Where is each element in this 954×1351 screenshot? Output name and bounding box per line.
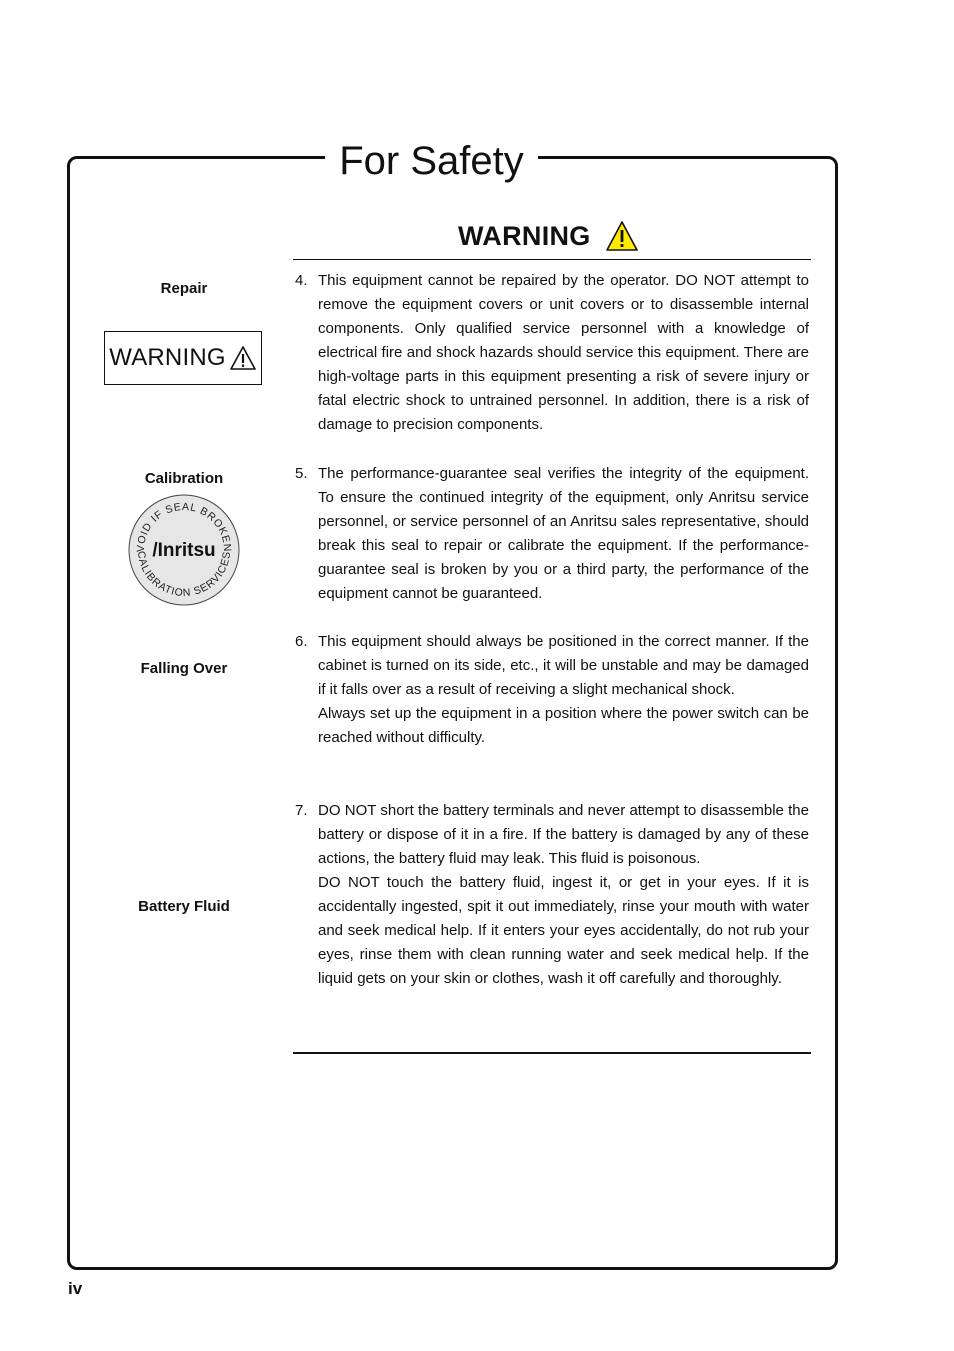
calibration-label: Calibration [144,470,224,487]
seal-bottom-text: CALIBRATION SERVICES [134,550,234,600]
seal-logo-text: /Inritsu [152,540,216,561]
item-paragraph: DO NOT touch the battery fluid, ingest it, or get in your eyes. If it is accidentally ingested, spit it out immediately, rinse your mouth with water and seek medical help. If it enters your eyes accidentally, do not rub your eyes, rinse them with clean running water and seek medical help. If the liquid gets on your skin or clothes, wash it off carefully and thoroughly. [318,874,809,987]
list-item [293,630,809,750]
battery-fluid-label: Battery Fluid [138,898,230,915]
calibration-seal-icon [127,493,241,607]
page-number: iv [68,1279,83,1298]
falling-over-label: Falling Over [140,660,228,677]
item-paragraph: The performance-guarantee seal verifies the integrity of the equipment. To ensure the continued integrity of the equipment, only Anritsu service personnel, or service personnel of an Anritsu sales representative, should break this seal to repair or calibrate the equipment. If the performance-guarantee seal is broken by you or a third party, the performance of the equipment cannot be guaranteed. [318,465,809,602]
list-item [293,799,809,991]
item-paragraph: Always set up the equipment in a position where the power switch can be reached without difficulty. [318,705,809,746]
item-paragraph: This equipment should always be positioned in the correct manner. If the cabinet is turned on its side, etc., it will be unstable and may be damaged if it falls over as a result of receiving a slight mechanical shock. [318,633,809,698]
item-paragraph: This equipment cannot be repaired by the operator. DO NOT attempt to remove the equipment covers or unit covers or to disassemble internal components. Only qualified service personnel with a knowledge of electrical fire and shock hazards should service this equipment. There are high-voltage parts in this equipment presenting a risk of severe injury or fatal electric shock to untrained personnel. In addition, there is a risk of damage to precision components. [318,272,809,433]
warning-label-box [104,331,262,385]
seal-top-text: VOID IF SEAL BROKEN [134,500,234,553]
item-paragraph: DO NOT short the battery terminals and never attempt to disassemble the battery or dispose of it in a fire. If the battery is damaged by any of these actions, the battery fluid may leak. This fluid is poisonous. [318,802,809,867]
warning-heading-text: WARNING [458,220,591,251]
heading-rule [293,259,811,260]
repair-label: Repair [160,280,208,297]
item-number: 5. [295,465,308,482]
warning-triangle-icon [229,345,257,371]
page-title: For Safety [325,134,538,188]
item-number: 4. [295,272,308,289]
bottom-rule [293,1052,811,1054]
list-item [293,462,809,606]
list-item [293,269,809,437]
warning-label-text: WARNING [109,344,226,371]
item-number: 6. [295,633,308,650]
warning-triangle-icon [605,220,639,252]
warning-heading [458,217,639,255]
item-number: 7. [295,802,308,819]
